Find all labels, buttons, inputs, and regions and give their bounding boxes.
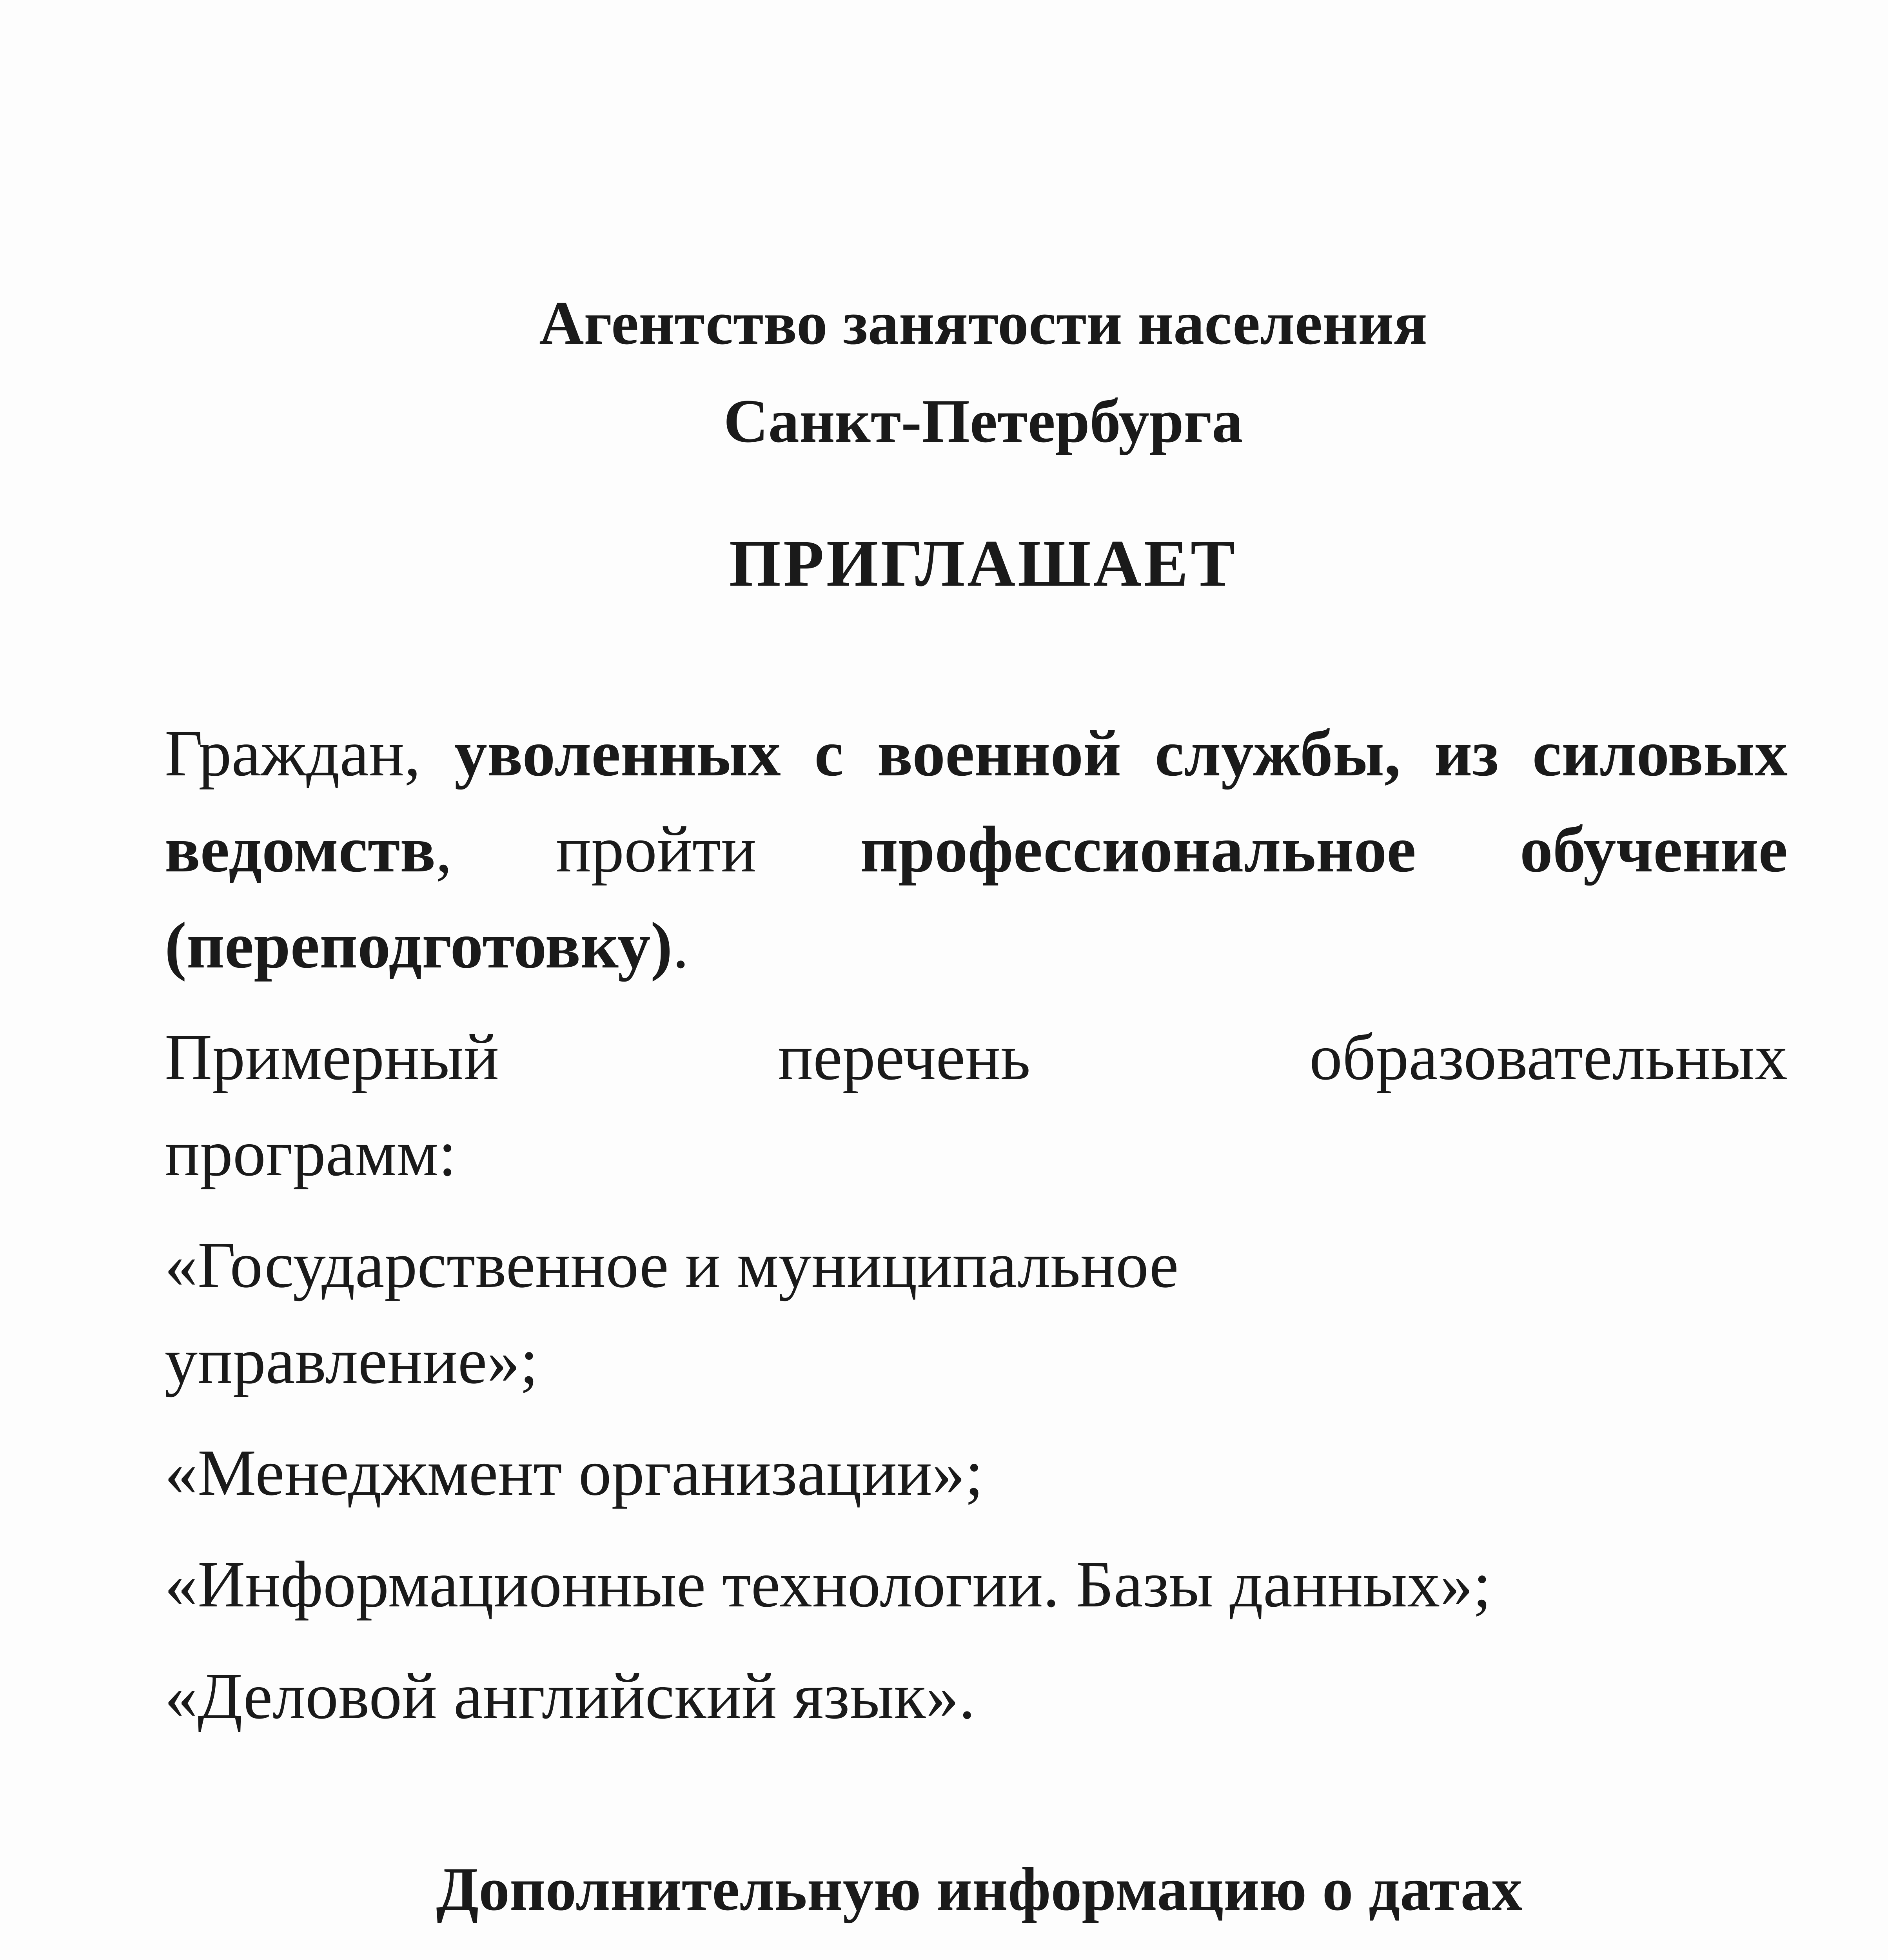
list-intro-word1: Примерный xyxy=(165,1021,499,1094)
list-intro-word3: образовательных xyxy=(1309,1021,1788,1094)
intro-paragraph xyxy=(165,706,1788,994)
program-item-3-line1: «Информационные технологии. Базы данных»; xyxy=(165,1548,1492,1621)
program-item-1 xyxy=(165,1217,1788,1409)
list-intro-word2: перечень xyxy=(778,1021,1031,1094)
program-item-2-line1: «Менеджмент организации»; xyxy=(165,1436,984,1509)
intro-text-3: , пройти xyxy=(436,813,860,886)
contact-line1: Дополнительную информацию о датах xyxy=(436,1855,1523,1924)
intro-text-2: уволенных с военной службы, из силовых ведомств xyxy=(165,717,1788,886)
program-item-3 xyxy=(165,1537,1788,1633)
list-intro-line1 xyxy=(165,1009,1788,1105)
program-item-4-line1: «Деловой английский язык». xyxy=(165,1660,975,1733)
agency-name-line1: Агентство занятости населения xyxy=(539,289,1427,358)
invite-heading: ПРИГЛАШАЕТ xyxy=(729,526,1238,600)
intro-text-5: . xyxy=(672,909,689,982)
contact-info xyxy=(0,1835,1888,1960)
intro-text-4: профессиональное обучение (переподготовку) xyxy=(165,813,1788,982)
program-item-1-line1: «Государственное и муниципальное xyxy=(165,1229,1179,1301)
list-intro xyxy=(165,1009,1788,1201)
list-intro-line2: программ: xyxy=(165,1117,457,1190)
agency-header xyxy=(0,274,1888,470)
intro-text-1: Граждан, xyxy=(165,717,454,790)
body-text xyxy=(165,706,1788,1744)
contact-line2 xyxy=(71,1944,1888,1960)
program-item-1-line2: управление»; xyxy=(165,1325,539,1397)
program-item-2 xyxy=(165,1425,1788,1521)
agency-name-line2: Санкт-Петербурга xyxy=(723,387,1243,456)
program-item-4 xyxy=(165,1648,1788,1744)
